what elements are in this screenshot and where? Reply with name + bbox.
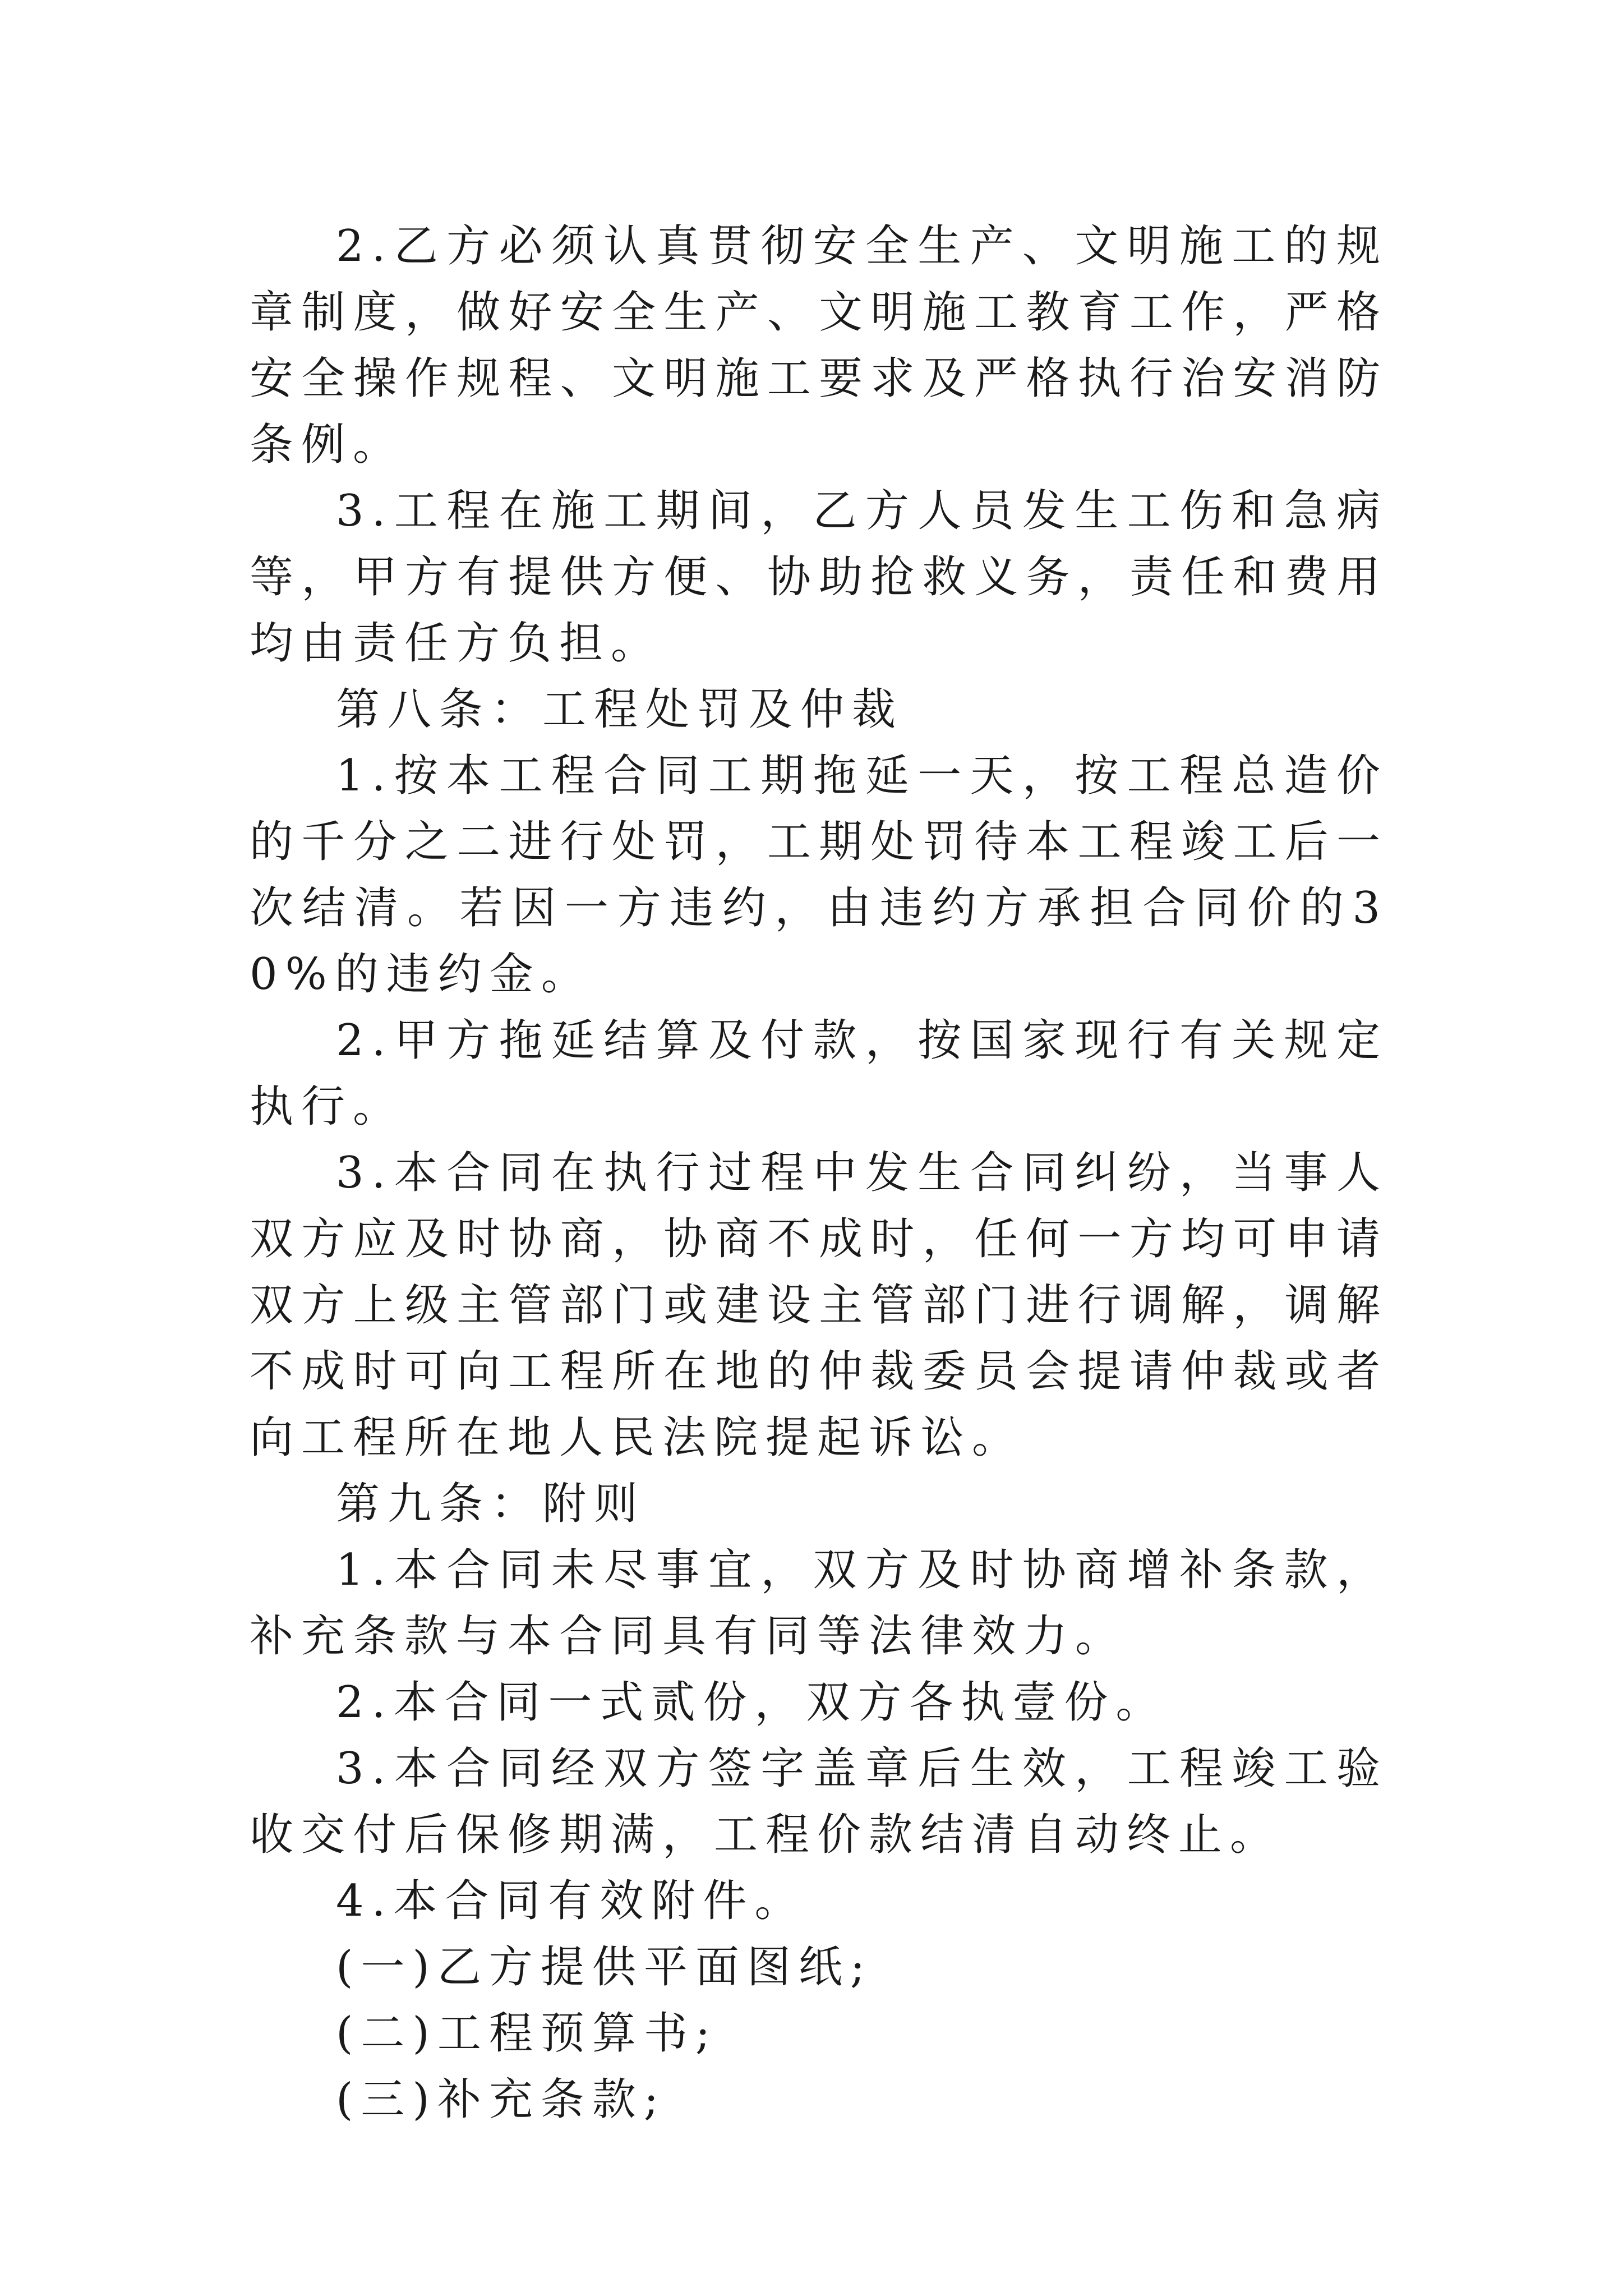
clause-injury-responsibility: 3.工程在施工期间，乙方人员发生工伤和急病等，甲方有提供方便、协助抢救义务，责任和费用均由责任方负担。 bbox=[250, 486, 1388, 669]
article-8-heading: 第八条：工程处罚及仲裁 bbox=[336, 684, 904, 735]
article-9-heading: 第九条：附则 bbox=[336, 1479, 646, 1529]
clause-supplementary-terms: 1.本合同未尽事宜，双方及时协商增补条款，补充条款与本合同具有同等法律效力。 bbox=[250, 1545, 1388, 1662]
clause-safety-rules: 2.乙方必须认真贯彻安全生产、文明施工的规章制度，做好安全生产、文明施工教育工作，严格安全操作规程、文明施工要求及严格执行治安消防条例。 bbox=[250, 221, 1388, 470]
clause-attachments: 4.本合同有效附件。 bbox=[336, 1876, 806, 1926]
document-page bbox=[250, 213, 1388, 2133]
clause-delay-penalty: 1.按本工程合同工期拖延一天，按工程总造价的千分之二进行处罚，工期处罚待本工程竣工后一次结清。若因一方违约，由违约方承担合同价的30%的违约金。 bbox=[250, 751, 1388, 1000]
attachment-item-2: (二)工程预算书; bbox=[336, 2008, 718, 2059]
clause-dispute-arbitration: 3.本合同在执行过程中发生合同纠纷，当事人双方应及时协商，协商不成时，任何一方均可申请双方上级主管部门或建设主管部门进行调解，调解不成时可向工程所在地的仲裁委员会提请仲裁或者向工程所在地人民法院提起诉讼。 bbox=[250, 1148, 1388, 1463]
attachment-item-3: (三)补充条款; bbox=[336, 2074, 667, 2125]
attachment-item-1: (一)乙方提供平面图纸; bbox=[336, 1942, 873, 1993]
clause-effectiveness: 3.本合同经双方签字盖章后生效，工程竣工验收交付后保修期满，工程价款结清自动终止。 bbox=[250, 1743, 1388, 1860]
clause-copies: 2.本合同一式贰份，双方各执壹份。 bbox=[336, 1677, 1168, 1728]
clause-payment-delay: 2.甲方拖延结算及付款，按国家现行有关规定执行。 bbox=[250, 1015, 1388, 1132]
